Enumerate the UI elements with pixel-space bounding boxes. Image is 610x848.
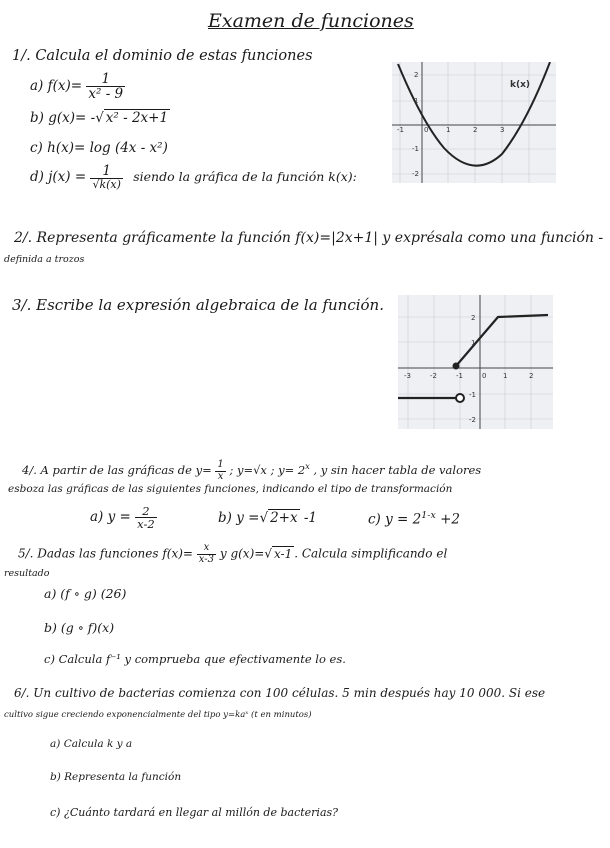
q5-b: b) (g ∘ f)(x) xyxy=(44,620,115,635)
kx-xtick: 1 xyxy=(446,126,451,134)
q2-line1: 2/. Representa gráficamente la función f(x)=|2x+1| y exprésala como una función - xyxy=(14,230,604,246)
q4-b-label: b) xyxy=(218,510,232,526)
kx-ytick: -1 xyxy=(412,145,419,153)
q5-line1-a: 5/. Dadas las funciones f(x)= xyxy=(18,546,193,561)
q1-b-radicand: x² - 2x+1 xyxy=(105,110,169,126)
q3-ytick: -1 xyxy=(469,391,476,399)
kx-ytick: -2 xyxy=(412,170,419,178)
q4-a-label: a) xyxy=(90,509,104,526)
q3-ytick: 2 xyxy=(471,314,476,322)
q1-d-fraction xyxy=(90,164,122,191)
q4-c-exp: 1-x xyxy=(421,510,436,521)
q1-d-label: d) xyxy=(30,168,44,185)
q6-line1: 6/. Un cultivo de bacterias comienza con 100 células. 5 min después hay 10 000. Si ese xyxy=(14,686,546,700)
q5-a: a) (f ∘ g) (26) xyxy=(44,586,127,601)
q3-xtick: -2 xyxy=(430,372,437,380)
q4-b-tail: -1 xyxy=(299,510,318,526)
q4-a-den: x-2 xyxy=(137,517,155,532)
q4-line1-a: 4/. A partir de las gráficas de y= xyxy=(22,463,212,477)
q3-xtick: -1 xyxy=(456,372,463,380)
q4-a-fraction xyxy=(135,505,157,530)
q4-line1-c: , y sin hacer tabla de valores xyxy=(309,463,482,477)
q4-c xyxy=(368,510,460,528)
q6-line2: cultivo sigue creciendo exponencialmente del tipo y=kaˣ (t en minutos) xyxy=(4,710,312,720)
q3-xtick: 2 xyxy=(529,372,534,380)
q1-b xyxy=(30,110,170,126)
kx-ytick: 1 xyxy=(414,97,419,105)
q4-c-label: c) xyxy=(368,511,381,528)
q5-g-radicand: x-1 xyxy=(273,546,293,561)
q4-f1-fraction xyxy=(215,460,225,482)
q1-a-den: x² - 9 xyxy=(88,86,124,103)
q5-line2: resultado xyxy=(4,568,50,579)
q1-d-lhs: j(x) = xyxy=(48,168,87,185)
q4-line2: esboza las gráficas de las siguientes funciones, indicando el tipo de transformación xyxy=(8,483,453,495)
q4-a xyxy=(90,505,157,530)
kx-xtick: 2 xyxy=(473,126,478,134)
q1-c xyxy=(30,140,168,156)
q5-f-num: x xyxy=(197,543,216,555)
kx-ytick: 2 xyxy=(414,71,419,79)
q5-line1 xyxy=(18,543,447,565)
q5-line1-c: . Calcula simplificando el xyxy=(294,546,448,561)
q3-xtick: 1 xyxy=(503,372,508,380)
kx-xtick: -1 xyxy=(397,126,404,134)
q3-xtick: -3 xyxy=(404,372,411,380)
q1-a xyxy=(30,72,125,101)
q3-ytick: 1 xyxy=(471,339,476,347)
q3-ytick: -2 xyxy=(469,416,476,424)
q1-b-root-icon: √ xyxy=(95,110,104,126)
kx-xtick: 0 xyxy=(424,126,429,134)
q3-graph xyxy=(398,295,553,429)
q4-c-lhs: y = 2 xyxy=(385,511,422,528)
q4-a-num: 2 xyxy=(135,505,157,518)
q1-c-text: h(x)= log (4x - x²) xyxy=(47,140,168,156)
q4-c-tail: +2 xyxy=(435,511,460,528)
q6-b: b) Representa la función xyxy=(50,771,182,783)
q5-line1-b: y g(x)= xyxy=(219,546,265,561)
q1-d-tail: siendo la gráfica de la función k(x): xyxy=(133,168,357,184)
q1-a-num: 1 xyxy=(86,72,125,87)
q4-line1-exp: x xyxy=(305,462,310,472)
q1-d-num: 1 xyxy=(90,164,122,179)
q4-b-radicand: 2+x xyxy=(270,510,298,526)
kx-label: k(x) xyxy=(510,80,531,90)
q4-b-root-icon: √ xyxy=(259,510,269,526)
q5-root-icon: √ xyxy=(264,546,272,561)
q1-heading: 1/. Calcula el dominio de estas funciones xyxy=(12,48,313,64)
page-title: Examen de funciones xyxy=(208,10,414,32)
q4-line1 xyxy=(22,460,481,482)
kx-xtick: 3 xyxy=(500,126,505,134)
kx-graph xyxy=(392,62,556,183)
q4-b-lhs: y = xyxy=(236,510,260,526)
q4-f1-num: 1 xyxy=(217,459,224,470)
q1-b-lhs: g(x)= - xyxy=(48,110,96,126)
q4-a-lhs: y = xyxy=(107,509,131,526)
q4-f1-den: x xyxy=(217,470,224,482)
q1-b-label: b) xyxy=(30,110,44,126)
q3-heading: 3/. Escribe la expresión algebraica de la función. xyxy=(12,296,384,314)
q6-c: c) ¿Cuánto tardará en llegar al millón de bacterias? xyxy=(50,806,339,819)
q5-f-fraction xyxy=(197,543,216,565)
q1-c-label: c) xyxy=(30,140,43,156)
q2-line2: definida a trozos xyxy=(4,254,85,265)
q4-b xyxy=(218,510,317,526)
q5-f-den: x-3 xyxy=(198,553,215,565)
q3-xtick: 0 xyxy=(482,372,487,380)
q5-c: c) Calcula f⁻¹ y comprueba que efectivamente lo es. xyxy=(44,652,346,666)
q1-a-label: a) xyxy=(30,78,44,95)
q1-a-fraction xyxy=(86,72,125,101)
q1-d xyxy=(30,164,357,191)
q1-a-lhs: f(x)= xyxy=(47,78,83,95)
q4-line1-b: ; y=√x ; y= 2 xyxy=(229,463,306,477)
q6-a: a) Calcula k y a xyxy=(50,738,133,750)
q1-d-den: √k(x) xyxy=(92,178,121,192)
